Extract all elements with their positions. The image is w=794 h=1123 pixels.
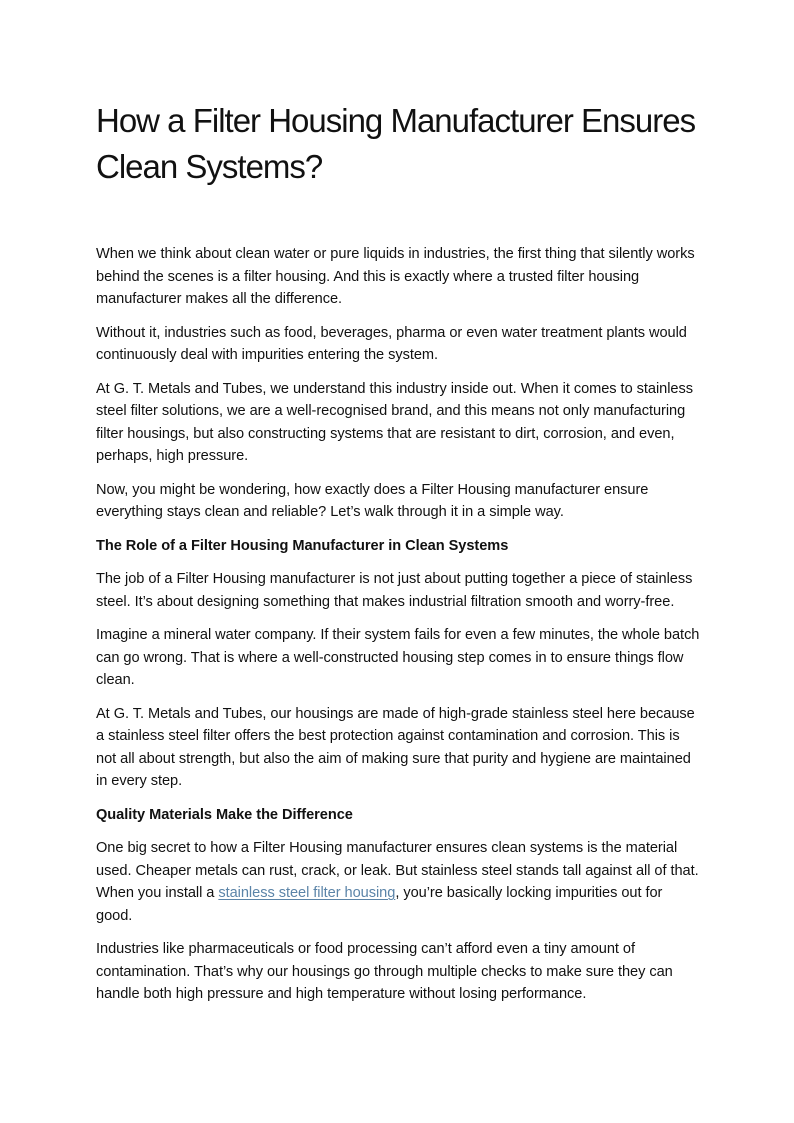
paragraph-mineral-water: Imagine a mineral water company. If their system fails for even a few minutes, the whole batch can go wrong. That is where a well-constructed housing step comes in to ensure things flow clean. [96, 627, 700, 688]
paragraph-industries: Without it, industries such as food, beverages, pharma or even water treatment plants would continuously deal with impurities entering the system. [96, 324, 687, 363]
paragraph-housings: At G. T. Metals and Tubes, our housings are made of high-grade stainless steel here because a stainless steel filter offers the best protection against contamination and corrosion. This is not all about strength, but also the aim of making sure that purity and hygiene are maintained in every step. [96, 705, 695, 789]
intro-paragraph: When we think about clean water or pure liquids in industries, the first thing that silently works behind the scenes is a filter housing. And this is exactly where a trusted filter housing manufacturer makes all the difference. [96, 246, 695, 307]
section-heading-materials: Quality Materials Make the Difference [96, 806, 353, 823]
paragraph-contamination: Industries like pharmaceuticals or food processing can’t afford even a tiny amount of contamination. That’s why our housings go through multiple checks to make sure they can handle both high pressure and high temperature without losing performance. [96, 941, 673, 1002]
paragraph-job: The job of a Filter Housing manufacturer is not just about putting together a piece of stainless steel. It’s about designing something that makes industrial filtration smooth and worry-free. [96, 571, 693, 610]
document-page [96, 98, 700, 1017]
paragraph-materials-text-start: One big secret to how a Filter Housing manufacturer ensures clean systems is the material used. Cheaper metals can rust, crack, or leak. But stainless steel stands tall against all of that. When you install a [96, 840, 699, 901]
paragraph-question: Now, you might be wondering, how exactly does a Filter Housing manufacturer ensure everything stays clean and reliable? Let’s walk through it in a simple way. [96, 481, 649, 520]
paragraph-company: At G. T. Metals and Tubes, we understand this industry inside out. When it comes to stainless steel filter solutions, we are a well-recognised brand, and this means not only manufacturing filter housings, but also constructing systems that are resistant to dirt, corrosion, and even, perhaps, high pressure. [96, 380, 693, 464]
stainless-steel-filter-housing-link[interactable]: stainless steel filter housing [218, 885, 396, 901]
paragraph-materials-text-end: , you’re basically locking impurities out for good. [96, 885, 663, 924]
section-heading-role: The Role of a Filter Housing Manufacturer in Clean Systems [96, 537, 509, 554]
page-title: How a Filter Housing Manufacturer Ensures Clean Systems? [96, 102, 696, 185]
paragraph-materials [96, 837, 700, 927]
